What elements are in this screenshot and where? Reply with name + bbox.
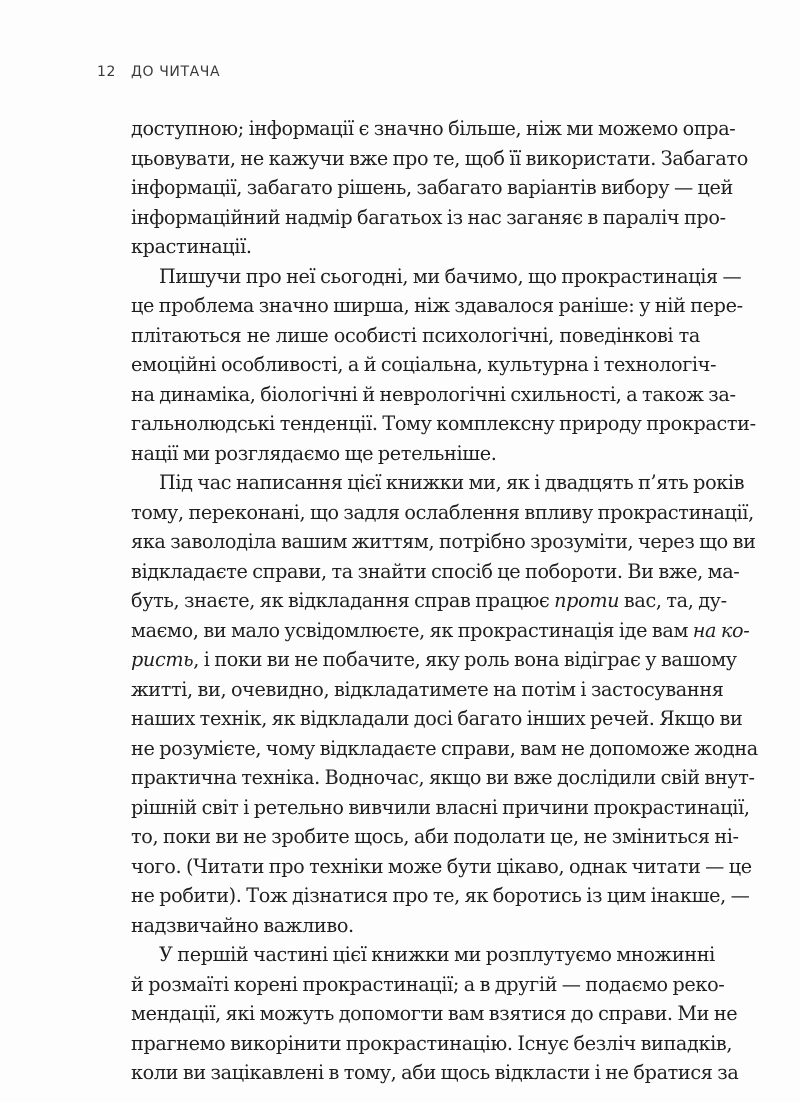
page-number: 12 [97,64,117,80]
text-line: інформаційний надмір багатьох із нас заганяє в параліч про- [131,205,726,229]
text-line: нації ми розглядаємо ще ретельніше. [131,441,497,465]
text-line [131,616,750,646]
text-segment: маємо, ви мало усвідомлюєте, як прокрастинація іде вам [131,618,693,642]
text-line: Під час написання цієї книжки ми, як і двадцять п’ять років [159,471,745,494]
text-line [131,645,737,675]
text-line: прагнемо викорінити прокрастинацію. Існує безліч випадків, [131,1031,733,1055]
text-line: У першій частині цієї книжки ми розплутуємо множинні [159,943,715,966]
text-line: тому, переконані, що задля ослаблення впливу прокрастинації, [131,500,754,524]
running-head [97,64,220,80]
text-line: коли ви зацікавлені в тому, аби щось відкласти і не братися за [131,1061,739,1084]
body-text [131,114,758,1088]
text-line [131,586,727,616]
text-line: це проблема значно ширша, ніж здавалося раніше: у ній пере- [131,294,743,317]
text-line: надзвичайно важливо. [131,913,354,937]
text-line: відкладаєте справи, та знайти спосіб це побороти. Ви вже, ма- [131,559,740,583]
italic-emphasis: ристь [131,648,194,671]
text-line: яка заволоділа вашим життям, потрібно зрозуміти, через що ви [131,530,756,553]
italic-emphasis: проти [554,589,620,612]
text-line: не розумієте, чому відкладаєте справи, вам не допоможе жодна [131,736,758,760]
text-line: то, поки ви не зробите щось, аби подолати це, не зміниться ні- [131,825,739,848]
text-line: інформації, забагато рішень, забагато варіантів вибору — цей [131,176,733,199]
text-line: гальнолюдські тенденції. Тому комплексну природу прокрасти- [131,412,756,435]
text-line: наших технік, як відкладали досі багато інших речей. Якщо ви [131,707,743,730]
text-segment: буть, знаєте, як відкладання справ працює [131,589,555,612]
text-segment: , і поки ви не побачите, яку роль вона відіграє у вашому [193,648,737,671]
text-line: на динаміка, біологічні й неврологічні схильності, а також за- [131,382,736,406]
text-line: не робити). Тож дізнатися про те, як боротись із цим інакше, — [131,884,750,907]
text-line: крастинації. [131,235,252,258]
text-line: емоційні особливості, а й соціальна, культурна і технологіч- [131,353,717,376]
text-line: доступною; інформації є значно більше, ніж ми можемо опра- [131,117,736,140]
running-title: ДО ЧИТАЧА [131,64,221,80]
text-segment: вас, та, ду- [619,589,727,612]
text-line: практична техніка. Водночас, якщо ви вже дослідили свій внут- [131,766,755,789]
text-line: й розмаїті корені прокрастинації; а в другій — подаємо реко- [131,972,725,996]
text-line: мендації, які можуть допомогти вам взятися до справи. Ми не [131,1002,738,1025]
text-line: рішній світ і ретельно вивчили власні причини прокрастинації, [131,795,750,819]
text-line: Пишучи про неї сьогодні, ми бачимо, що прокрастинація — [159,264,742,288]
text-line: плітаються не лише особисті психологічні, поведінкові та [131,323,700,347]
text-line: житті, ви, очевидно, відкладатимете на потім і застосування [131,677,724,701]
italic-emphasis: на ко- [692,618,750,642]
text-line: чого. (Читати про техніки може бути цікаво, однак читати — це [131,854,752,878]
text-line: цьовувати, не кажучи вже про те, щоб її використати. Забагато [131,146,748,170]
